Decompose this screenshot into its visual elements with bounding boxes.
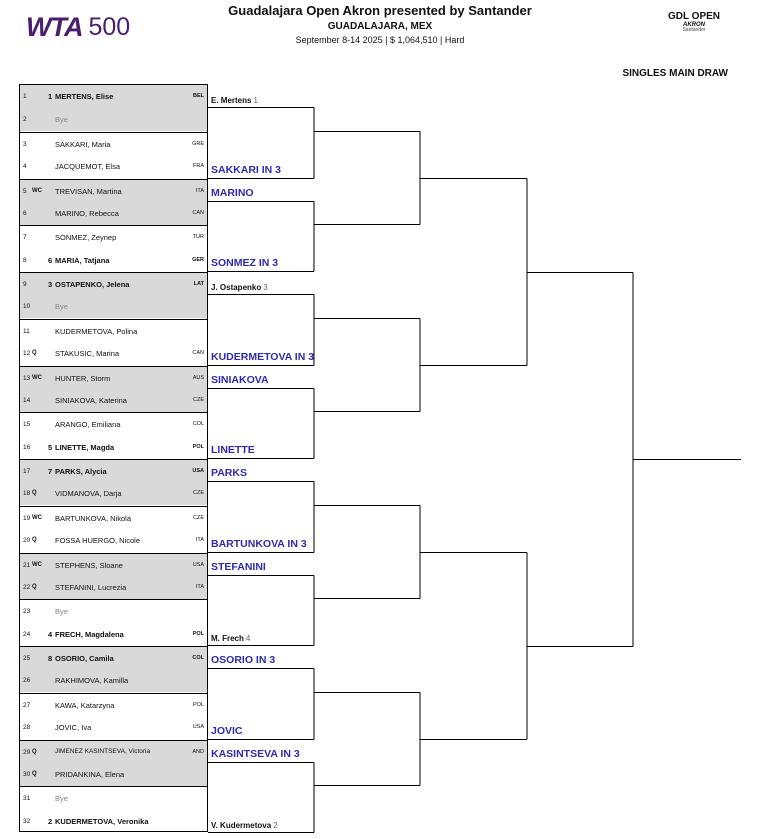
seed-number: 5 <box>48 442 53 452</box>
country-code: AND <box>192 748 204 755</box>
entry-status: Q <box>32 350 37 357</box>
tournament-title: Guadalajara Open Akron presented by Santander <box>228 3 532 18</box>
player-name: KUDERMETOVA, Polina <box>55 326 138 336</box>
country-code: AUS <box>192 374 204 381</box>
tier-label: 500 <box>88 12 131 41</box>
player-name: ARANGO, Emiliana <box>55 420 121 430</box>
winner-seed: 1 <box>253 96 258 105</box>
country-code: CZE <box>193 490 204 497</box>
round2-winner <box>211 538 307 550</box>
draw-position: 15 <box>23 421 31 429</box>
country-code: LAT <box>193 281 204 287</box>
winner-seed: 3 <box>263 283 268 292</box>
winner-name: OSORIO IN 3 <box>211 654 276 666</box>
entry-status: Q <box>32 490 37 497</box>
draw-position: 26 <box>23 677 31 685</box>
round2-winner <box>211 96 258 105</box>
player-name: KAWA, Katarzyna <box>55 700 115 710</box>
draw-title: SINGLES MAIN DRAW <box>622 68 728 79</box>
entry-status: WC <box>32 514 42 521</box>
country-code: CAN <box>192 209 204 216</box>
seed-number: 6 <box>48 255 53 265</box>
draw-position: 14 <box>23 396 31 404</box>
draw-position: 17 <box>23 468 31 475</box>
player-name: Bye <box>55 115 68 125</box>
winner-name: M. Frech <box>211 634 244 643</box>
draw-position: 10 <box>23 303 31 311</box>
draw-position: 13 <box>23 374 31 382</box>
player-name: HUNTER, Storm <box>55 373 111 383</box>
entry-status: WC <box>32 187 42 194</box>
player-name: SINIAKOVA, Katerina <box>55 395 127 405</box>
round2-winner <box>211 257 278 269</box>
winner-name: STEFANINI <box>211 561 266 573</box>
draw-position: 1 <box>23 93 27 100</box>
wta-logo-text: WTA <box>26 11 83 42</box>
draw-position: 7 <box>23 234 27 242</box>
draw-position: 11 <box>23 327 30 335</box>
player-name: SONMEZ, Zeynep <box>55 233 117 243</box>
player-name: FRECH, Magdalena <box>55 629 124 639</box>
round2-winner <box>211 187 254 199</box>
country-code: CZE <box>193 514 204 521</box>
player-name: MARINO, Rebecca <box>55 208 119 218</box>
seed-number: 7 <box>48 467 53 476</box>
seed-number: 4 <box>48 629 53 639</box>
country-code: POL <box>192 443 204 450</box>
player-name: OSORIO, Camila <box>55 654 114 663</box>
player-name: PRIDANKINA, Elena <box>55 769 125 779</box>
round2-winner <box>211 634 250 643</box>
player-name: BARTUNKOVA, Nikola <box>55 513 131 523</box>
player-name: JIMENEZ KASINTSEVA, Victoria <box>55 747 151 755</box>
entry-status: Q <box>32 748 37 755</box>
winner-name: SAKKARI IN 3 <box>211 164 282 176</box>
player-name: Bye <box>55 794 68 804</box>
round2-winner <box>211 748 300 760</box>
country-code: ITA <box>195 187 204 194</box>
draw-position: 24 <box>23 630 31 638</box>
event-logo-line2: AKRON <box>683 22 705 28</box>
winner-name: LINETTE <box>211 444 255 456</box>
country-code: BEL <box>193 93 204 99</box>
player-name: MERTENS, Elise <box>55 92 114 101</box>
draw-position: 5 <box>23 187 27 195</box>
entry-status: Q <box>32 583 37 590</box>
country-code: USA <box>192 561 204 568</box>
round2-winner <box>211 374 269 386</box>
draw-position: 31 <box>23 795 31 803</box>
draw-position: 9 <box>23 281 27 288</box>
country-code: ITA <box>195 583 204 590</box>
round2-winner <box>211 467 247 479</box>
draw-position: 20 <box>23 537 31 545</box>
player-name: STEPHENS, Sloane <box>55 560 123 570</box>
entry-status: WC <box>32 374 42 381</box>
player-name: Bye <box>55 302 68 312</box>
draw-position: 4 <box>23 163 27 171</box>
winner-name: KUDERMETOVA IN 3 <box>211 351 315 363</box>
draw-position: 32 <box>23 817 31 825</box>
entry-status: WC <box>32 561 42 568</box>
winner-seed: 4 <box>245 634 251 643</box>
draw-position: 23 <box>23 608 31 616</box>
country-code: FRA <box>193 163 204 170</box>
round2-winner <box>211 561 266 573</box>
round2-winner <box>211 444 255 456</box>
country-code: POL <box>192 701 204 708</box>
draw-position: 21 <box>23 561 31 569</box>
winner-name: V. Kudermetova <box>211 821 272 830</box>
winner-seed: 2 <box>273 821 278 830</box>
draw-position: 29 <box>23 748 31 756</box>
winner-name: JOVIC <box>211 725 243 737</box>
player-name: LINETTE, Magda <box>55 442 115 452</box>
draw-position: 2 <box>23 116 27 124</box>
seed-number: 3 <box>48 280 53 289</box>
country-code: COL <box>192 655 204 661</box>
draw-position: 28 <box>23 724 31 732</box>
round2-winner <box>211 164 281 176</box>
country-code: ITA <box>195 537 204 544</box>
player-name: SAKKARI, Maria <box>55 139 111 149</box>
winner-name: E. Mertens <box>211 96 252 105</box>
player-name: FOSSA HUERGO, Nicole <box>55 536 141 546</box>
draw-position: 16 <box>23 443 31 451</box>
draw-position: 22 <box>23 583 31 591</box>
player-name: STEFANINI, Lucrezia <box>55 582 127 592</box>
country-code: TUR <box>192 234 204 241</box>
winner-name: J. Ostapenko <box>211 283 262 292</box>
country-code: CZE <box>193 396 204 403</box>
winner-name: KASINTSEVA IN 3 <box>211 748 300 760</box>
event-logo-line1: GDL OPEN <box>667 11 721 22</box>
country-code: GER <box>192 256 204 263</box>
draw-position: 30 <box>23 770 31 778</box>
draw-position: 19 <box>23 514 31 522</box>
player-name: STAKUSIC, Marina <box>55 349 120 359</box>
player-name: OSTAPENKO, Jelena <box>55 280 130 289</box>
player-name: PARKS, Alycia <box>55 467 107 476</box>
round2-winner <box>211 283 268 292</box>
draw-position: 18 <box>23 490 31 498</box>
round2-winner <box>211 821 278 830</box>
round2-winner <box>211 654 275 666</box>
seed-number: 1 <box>48 92 53 101</box>
seed-number: 2 <box>48 816 53 826</box>
winner-name: SINIAKOVA <box>211 374 269 386</box>
winner-name: PARKS <box>211 467 247 479</box>
round2-winner <box>211 351 314 363</box>
player-name: VIDMANOVA, Darja <box>55 489 122 499</box>
player-name: JOVIC, Iva <box>55 723 92 733</box>
country-code: USA <box>192 724 204 731</box>
round2-winner <box>211 725 243 737</box>
draw-position: 12 <box>23 350 31 358</box>
tournament-city: GUADALAJARA, MEX <box>327 21 433 32</box>
winner-name: SONMEZ IN 3 <box>211 257 279 269</box>
draw-position: 27 <box>23 701 31 709</box>
player-name: MARIA, Tatjana <box>55 255 110 265</box>
player-name: RAKHIMOVA, Kamilla <box>55 676 129 686</box>
draw-position: 25 <box>23 655 31 662</box>
draw-position: 3 <box>23 140 27 148</box>
country-code: CAN <box>192 350 204 357</box>
event-logo-line3: Santander <box>682 27 706 33</box>
winner-name: BARTUNKOVA IN 3 <box>211 538 307 550</box>
tournament-details: September 8-14 2025 | $ 1,064,510 | Hard <box>295 35 465 45</box>
draw-position: 8 <box>23 256 27 264</box>
country-code: POL <box>192 630 204 637</box>
country-code: USA <box>192 468 204 474</box>
entry-status: Q <box>32 537 37 544</box>
country-code: COL <box>192 421 204 428</box>
player-name: KUDERMETOVA, Veronika <box>55 816 149 826</box>
player-name: Bye <box>55 607 68 617</box>
player-name: JACQUEMOT, Elsa <box>55 162 121 172</box>
seed-number: 8 <box>48 654 53 663</box>
winner-name: MARINO <box>211 187 254 199</box>
entry-status: Q <box>32 770 37 777</box>
player-name: TREVISAN, Martina <box>55 186 122 196</box>
country-code: GRE <box>192 140 204 147</box>
draw-position: 6 <box>23 209 27 217</box>
